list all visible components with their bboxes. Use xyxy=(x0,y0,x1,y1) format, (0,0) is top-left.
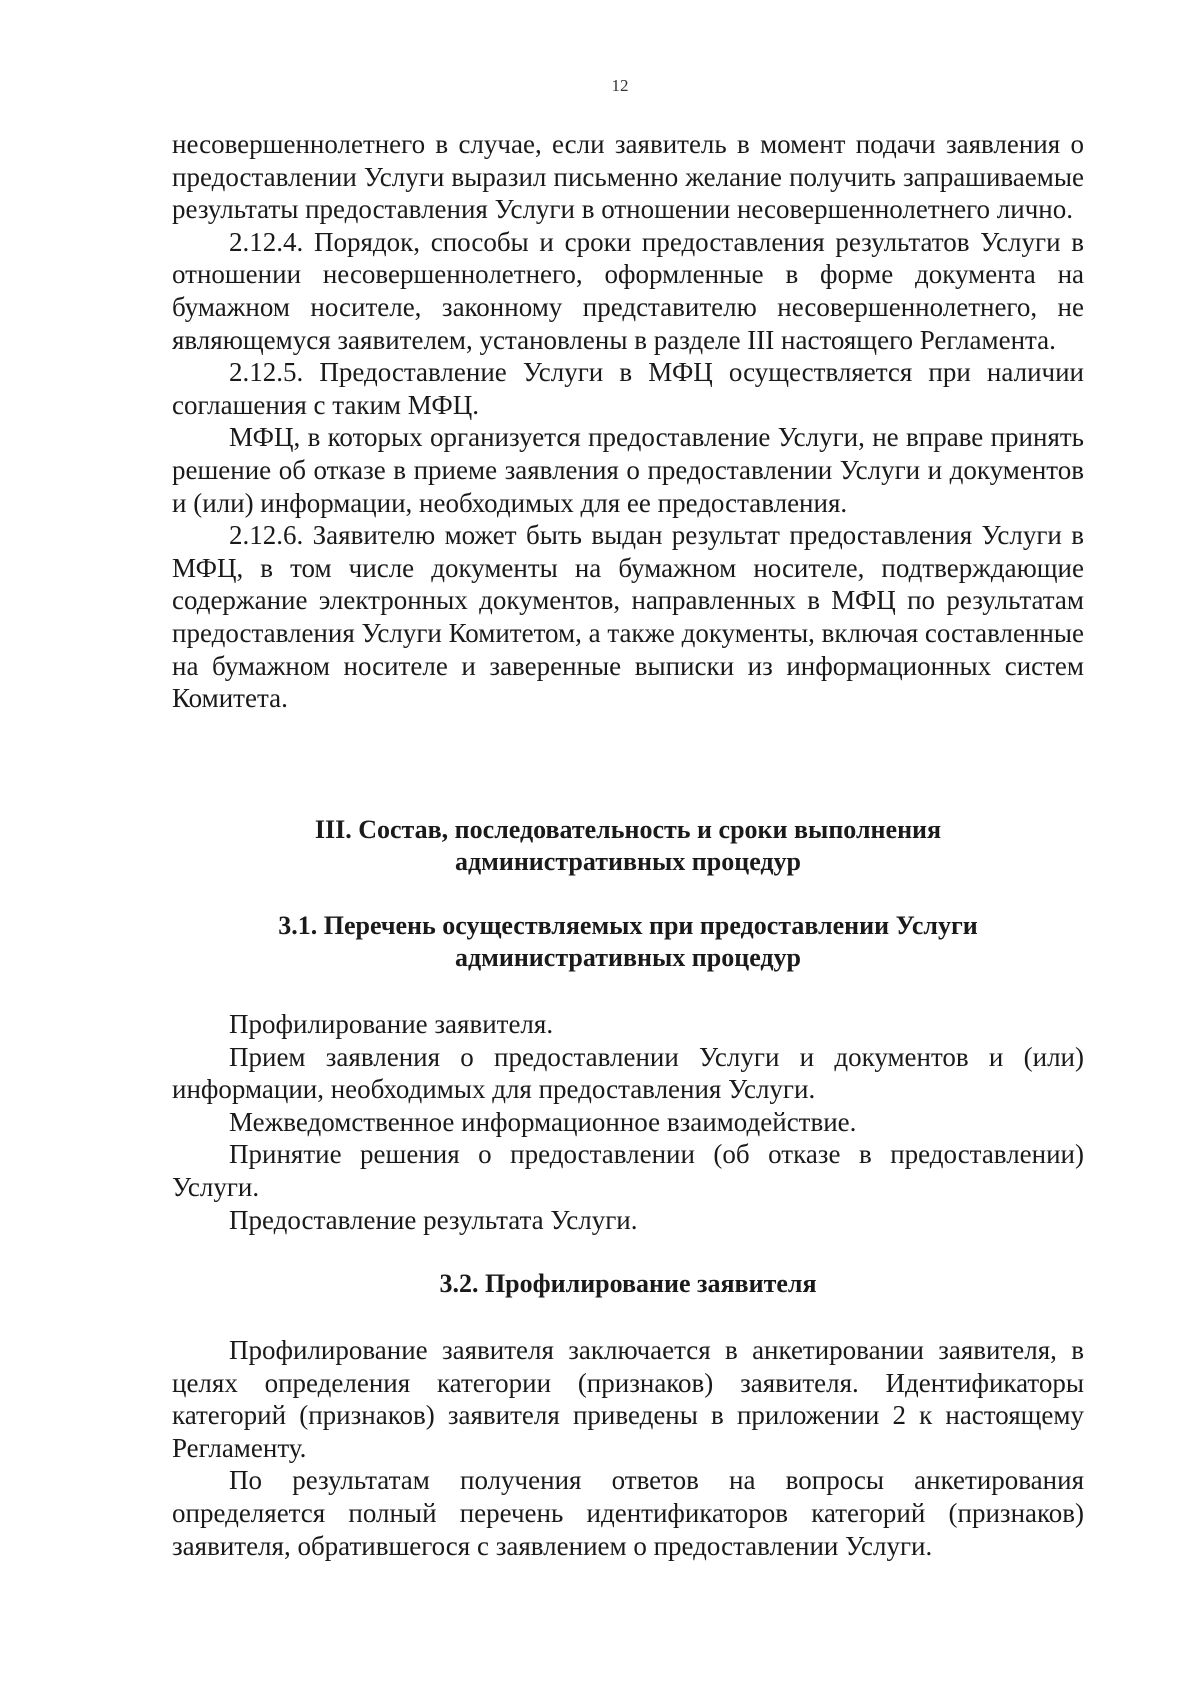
subsection-3-1-heading xyxy=(172,910,1084,974)
procedure-item: Прием заявления о предоставлении Услуги и документов и (или) информации, необходимых для предоставления Услуги. xyxy=(172,1041,1084,1105)
paragraph-results: По результатам получения ответов на вопросы анкетирования определяется полный перечень идентификаторов категорий (признаков) заявителя, обратившегося с заявлением о предоставлении Услуги. xyxy=(172,1465,1084,1561)
subsection-3-2-heading xyxy=(172,1268,1084,1300)
section-3-heading xyxy=(172,814,1084,878)
subsection-3-1-heading-line-2: административных процедур xyxy=(454,943,802,972)
section-3-heading-line-1: III. Состав, последовательность и сроки выполнения xyxy=(314,815,942,844)
subsection-3-1-heading-line-1: 3.1. Перечень осуществляемых при предоставлении Услуги xyxy=(278,911,978,940)
section-3-heading-line-2: административных процедур xyxy=(454,847,802,876)
paragraph-2-12-5: 2.12.5. Предоставление Услуги в МФЦ осуществляется при наличии соглашения с таким МФЦ. xyxy=(172,357,1084,420)
paragraph-mfc: МФЦ, в которых организуется предоставление Услуги, не вправе принять решение об отказе в приеме заявления о предоставлении Услуги и документов и (или) информации, необходимых для ее предоставления. xyxy=(172,422,1084,518)
procedure-item: Межведомственное информационное взаимодействие. xyxy=(229,1106,857,1137)
page-number: 12 xyxy=(611,76,629,95)
paragraph-profiling: Профилирование заявителя заключается в анкетировании заявителя, в целях определения категории (признаков) заявителя. Идентификаторы категорий (признаков) заявителя приведены в приложении 2 к настоящему Регламенту. xyxy=(172,1335,1084,1463)
paragraph-2-12-6: 2.12.6. Заявителю может быть выдан результат предоставления Услуги в МФЦ, в том числе документы на бумажном носителе, подтверждающие содержание электронных документов, направленных в МФЦ по результатам предоставления Услуги Комитетом, а также документы, включая составленные на бумажном носителе и заверенные выписки из информационных систем Комитета. xyxy=(172,520,1085,714)
procedure-item: Принятие решения о предоставлении (об отказе в предоставлении) Услуги. xyxy=(172,1139,1084,1202)
procedures-list xyxy=(172,1008,1084,1236)
paragraph-2-12-4: 2.12.4. Порядок, способы и сроки предоставления результатов Услуги в отношении несовершеннолетнего, оформленные в форме документа на бумажном носителе, законному представителю несовершеннолетнего, не являющемуся заявителем, установлены в разделе III настоящего Регламента. xyxy=(172,226,1084,355)
section-2-body xyxy=(172,128,1084,715)
subsection-3-2-body xyxy=(172,1334,1084,1562)
procedure-item: Предоставление результата Услуги. xyxy=(229,1204,638,1235)
paragraph-continued: несовершеннолетнего в случае, если заявитель в момент подачи заявления о предоставлении Услуги выразил письменно желание получить запрашиваемые результаты предоставления Услуги в отношении несовершеннолетнего лично. xyxy=(172,129,1084,225)
subsection-3-2-heading-line: 3.2. Профилирование заявителя xyxy=(439,1269,817,1298)
procedure-item: Профилирование заявителя. xyxy=(229,1009,554,1039)
